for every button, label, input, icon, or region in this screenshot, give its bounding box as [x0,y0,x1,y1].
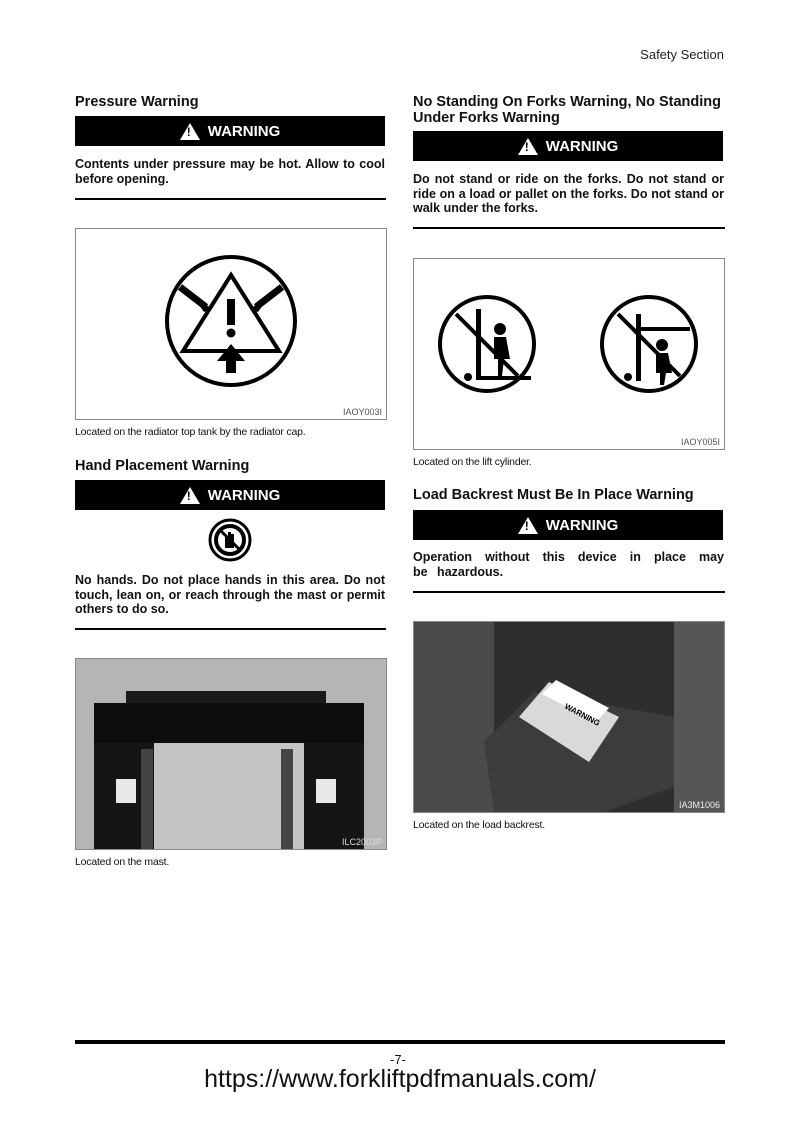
backrest-photo [413,621,725,813]
no-standing-forks-icons [414,259,724,449]
forks-warning-heading: No Standing On Forks Warning, No Standing Under Forks Warning [413,94,721,126]
divider [75,628,386,630]
footer-rule [75,1040,725,1044]
pressure-hazard-icon [76,229,386,419]
section-header: Safety Section [640,47,724,62]
backrest-warning-heading: Load Backrest Must Be In Place Warning [413,487,694,503]
mast-photo [75,658,387,850]
warning-triangle-icon [180,487,200,504]
warning-label: WARNING [207,486,281,504]
pressure-warning-heading: Pressure Warning [75,94,199,110]
warning-triangle-icon [180,123,200,140]
divider [75,198,386,200]
no-standing-on-forks-icon [440,297,534,391]
backrest-caption: Located on the load backrest. [413,819,545,831]
backrest-photo-image [414,622,724,812]
footer-url-link[interactable]: https://www.forkliftpdfmanuals.com/ [204,1065,596,1093]
warning-label: WARNING [207,122,281,140]
page-number: -7- [390,1052,406,1067]
mast-caption: Located on the mast. [75,856,170,868]
image-code: IA3M1006 [678,800,720,810]
warning-label: WARNING [545,516,619,534]
warning-triangle-icon [518,138,538,155]
pressure-warning-bar [75,116,385,146]
warning-triangle-icon [518,517,538,534]
forks-warning-text: Do not stand or ride on the forks. Do not stand or ride on a load or pallet on the forks. Do not stand or walk under the forks. [413,172,724,215]
image-code: IAOY003I [342,407,382,417]
hand-warning-text: No hands. Do not place hands in this area. Do not touch, lean on, or reach through the mast or permit others to do so. [75,573,385,616]
no-standing-under-forks-icon [602,297,696,391]
divider [413,227,725,229]
warning-label: WARNING [545,137,619,155]
mast-photo-image [76,659,386,849]
no-hands-icon [205,518,255,562]
forks-warning-bar [413,131,723,161]
divider [413,591,725,593]
decal-label: WARNING [563,701,602,728]
image-code: IAOY005I [680,437,720,447]
pressure-decal-figure [75,228,387,420]
hand-warning-bar [75,480,385,510]
forks-caption: Located on the lift cylinder. [413,456,532,468]
image-code: ILC2003P [341,837,382,847]
pressure-warning-text: Contents under pressure may be hot. Allow to cool before opening. [75,157,385,186]
backrest-warning-bar [413,510,723,540]
backrest-warning-text: Operation without this device in place may be hazardous. [413,550,724,579]
hand-warning-heading: Hand Placement Warning [75,458,250,474]
pressure-caption: Located on the radiator top tank by the radiator cap. [75,426,306,438]
forks-decal-figure [413,258,725,450]
